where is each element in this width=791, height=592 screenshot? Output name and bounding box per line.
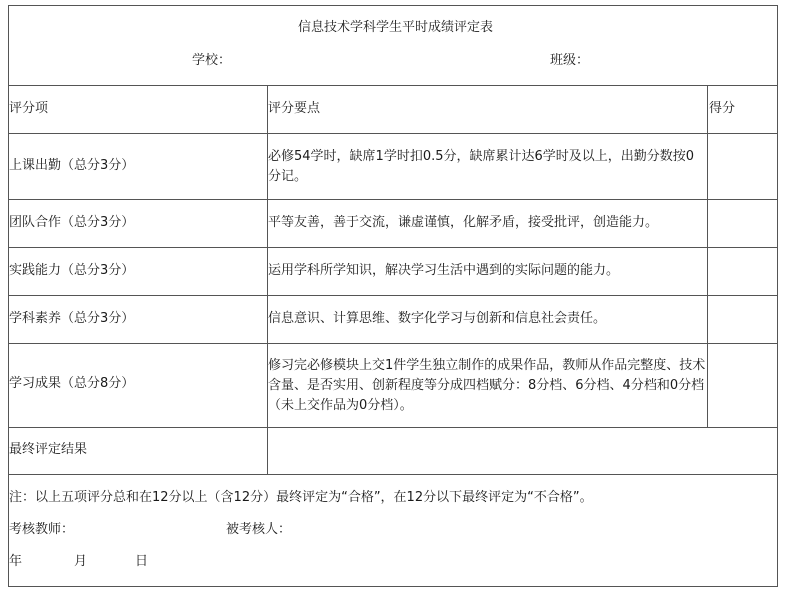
rule-final-bottom: [8, 474, 778, 475]
rule-row4-bottom: [8, 343, 778, 344]
teacher-label: 考核教师：: [9, 522, 75, 537]
row-criteria: 信息意识、计算思维、数字化学习与创新和信息社会责任。: [268, 311, 607, 326]
rule-row1-bottom: [8, 199, 778, 200]
row-item: 学习成果（总分8分）: [9, 376, 135, 391]
rule-row5-bottom: [8, 427, 778, 428]
examinee-label: 被考核人：: [226, 522, 292, 537]
row-item: 团队合作（总分3分）: [9, 215, 135, 230]
rule-header-bottom: [8, 85, 778, 86]
rule-row2-bottom: [8, 247, 778, 248]
row-item: 学科素养（总分3分）: [9, 311, 135, 326]
row-criteria: 必修54学时，缺席1学时扣0.5分，缺席累计达6学时及以上，出勤分数按0分记。: [268, 149, 695, 184]
rule-columns-bottom: [8, 133, 778, 134]
row-criteria: 修习完必修模块上交1件学生独立制作的成果作品，教师从作品完整度、技术含量、是否实用、创新程度等分成四档赋分：8分档、6分档、4分档和0分档（未上交作品为0分档）。: [268, 358, 706, 413]
row-item: 上课出勤（总分3分）: [9, 158, 135, 173]
column-header-criteria: 评分要点: [268, 101, 321, 116]
footer-note: 注：以上五项评分总和在12分以上（含12分）最终评定为“合格”，在12分以下最终评定为“不合格”。: [9, 490, 593, 505]
final-result-label: 最终评定结果: [9, 442, 88, 457]
rule-row3-bottom: [8, 295, 778, 296]
month-label: 月: [74, 554, 88, 569]
row-criteria: 平等友善，善于交流，谦虚谨慎，化解矛盾，接受批评，创造能力。: [268, 215, 659, 230]
rule-col2-right: [707, 85, 708, 427]
day-label: 日: [135, 554, 149, 569]
row-criteria: 运用学科所学知识，解决学习生活中遇到的实际问题的能力。: [268, 263, 620, 278]
row-item: 实践能力（总分3分）: [9, 263, 135, 278]
form-title: 信息技术学科学生平时成绩评定表: [297, 20, 493, 35]
school-label: 学校：: [192, 53, 232, 68]
year-label: 年: [9, 554, 23, 569]
class-label: 班级：: [550, 53, 590, 68]
column-header-score: 得分: [709, 101, 736, 116]
column-header-item: 评分项: [9, 101, 49, 116]
